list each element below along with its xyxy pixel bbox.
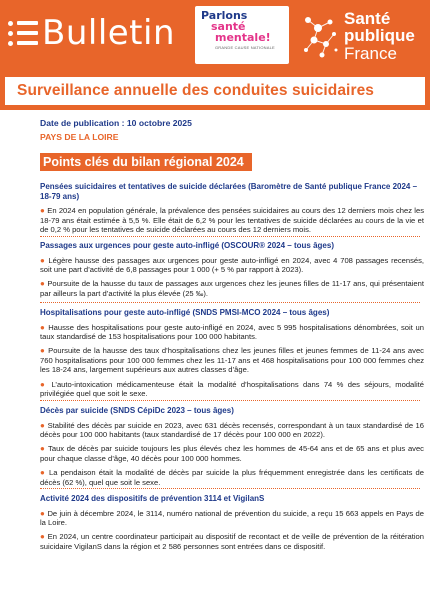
section-paragraph: ● De juin à décembre 2024, le 3114, numéro national de prévention du suicide, a reçu 15 663 appels en Pays de la Loire. [40, 508, 424, 527]
molecule-icon [300, 10, 342, 60]
section-prevention-3114-vigilans [40, 494, 424, 551]
header-band [0, 0, 430, 74]
partner-logo-line3: mentale! [215, 31, 271, 44]
section-divider [40, 400, 420, 401]
section-pensees-suicidaires [40, 182, 424, 234]
section-title: Pensées suicidaires et tentatives de suicide déclarées (Baromètre de Santé publique France 2024 – 18-79 ans) [40, 182, 418, 201]
section-title: Activité 2024 des dispositifs de prévention 3114 et VigilanS [40, 494, 265, 503]
section-deces-suicide [40, 406, 424, 487]
bullet-icon: ● [40, 255, 46, 265]
section-divider [40, 236, 420, 237]
bulletin-title-group [8, 10, 175, 56]
list-icon [8, 19, 38, 47]
bullet-icon: ● [40, 444, 46, 454]
section-title: Hospitalisations pour geste auto-infligé (SNDS PMSI-MCO 2024 – tous âges) [40, 308, 330, 317]
section-hospitalisations [40, 308, 424, 398]
bullet-icon: ● [40, 206, 45, 216]
region-name: PAYS DE LA LOIRE [40, 132, 119, 142]
bullet-icon: ● [40, 322, 46, 332]
agency-name-line3: France [344, 44, 397, 63]
section-title: Décès par suicide (SNDS CépiDc 2023 – tous âges) [40, 406, 234, 415]
key-points-heading [40, 153, 252, 171]
bulletin-title: Bulletin [42, 13, 176, 53]
agency-name-line1: Santé [344, 9, 391, 28]
agency-name-line2: publique [344, 26, 415, 45]
section-paragraph: ● Légère hausse des passages aux urgences pour geste auto-infligé en 2024, avec 4 708 passages recensés, soit une part d’activité de 6,8 passages pour 1 000 (+ 5 % par rapport à 2023). [40, 255, 424, 274]
partner-logo-tagline: GRANDE CAUSE NATIONALE [215, 45, 275, 50]
section-divider [40, 302, 420, 303]
section-passages-urgences [40, 241, 424, 298]
section-paragraph: ● En 2024, un centre coordinateur participait au dispositif de recontact et de veille de prévention de la réitération suicidaire VigilanS dans la région et 2 586 personnes sont entrées dans ce dispositif. [40, 532, 424, 551]
bullet-icon: ● [40, 508, 46, 518]
partner-logo-line2: santé [211, 20, 246, 33]
subtitle-box [5, 77, 425, 105]
partner-logo-line1: Parlons [201, 9, 248, 22]
subtitle-band [0, 74, 430, 110]
section-paragraph: ● Poursuite de la hausse du taux de passages aux urgences chez les jeunes filles de 11-17 ans, qui présentaient par ailleurs la part d’activité la plus élevée (25 ‰). [40, 279, 424, 298]
section-paragraph: ● Hausse des hospitalisations pour geste auto-infligé en 2024, avec 5 995 hospitalisations dénombrées, soit un taux standardisé de 153 hospitalisations pour 100 000 habitants. [40, 322, 424, 341]
agency-name [344, 10, 415, 63]
section-paragraph: ● La pendaison était la modalité de décès par suicide la plus fréquemment enregistrée dans les certificats de décès (62 %), quel que soit le sexe. [40, 468, 424, 487]
section-title: Passages aux urgences pour geste auto-infligé (OSCOUR® 2024 – tous âges) [40, 241, 334, 250]
bullet-icon: ● [40, 346, 46, 356]
section-paragraph: ● En 2024 en population générale, la prévalence des pensées suicidaires au cours des 12 derniers mois chez les 18-79 ans était estimée à 5,5 %. Elle était de 6,2 % pour les tentatives de suicide déclarées au cours de la vie et de 0,2 % pour les tentatives de suicide déclarées au cours des 12 derniers mois. [40, 206, 424, 234]
key-points-title: Points clés du bilan régional 2024 [43, 155, 244, 169]
page-subtitle: Surveillance annuelle des conduites suicidaires [17, 82, 375, 99]
bullet-icon: ● [40, 420, 46, 430]
section-divider [40, 488, 420, 489]
section-paragraph: ● Poursuite de la hausse des taux d’hospitalisations chez les jeunes filles et jeunes femmes de 11-24 ans avec 760 hospitalisations pour 100 000 femmes chez les 11-17 ans et 468 hospitalisations pour 100 000 femmes chez les 18-24 ans, largement supérieurs aux autres classes d’âge. [40, 346, 424, 375]
sante-publique-france-logo [300, 10, 425, 66]
bullet-icon: ● [40, 379, 48, 389]
section-paragraph: ● Taux de décès par suicide toujours les plus élevés chez les hommes de 45-64 ans et de 65 ans et plus avec pour chaque classe d’âge, 40 décès pour 100 000 hommes. [40, 444, 424, 463]
section-paragraph: ● L’auto-intoxication médicamenteuse était la modalité d’hospitalisations dans 74 % des séjours, modalité privilégiée quel que soit le sexe. [40, 379, 424, 399]
bullet-icon: ● [40, 532, 46, 542]
bullet-icon: ● [40, 279, 46, 289]
section-paragraph: ● Stabilité des décès par suicide en 2023, avec 631 décès recensés, correspondant à un taux standardisé de 16 décès pour 100 000 habitants (taux standardisé de 17 décès pour 100 000 en 2022). [40, 420, 424, 439]
publication-date: Date de publication : 10 octobre 2025 [40, 118, 192, 128]
bullet-icon: ● [40, 468, 46, 478]
parlons-sante-mentale-logo [195, 6, 289, 64]
